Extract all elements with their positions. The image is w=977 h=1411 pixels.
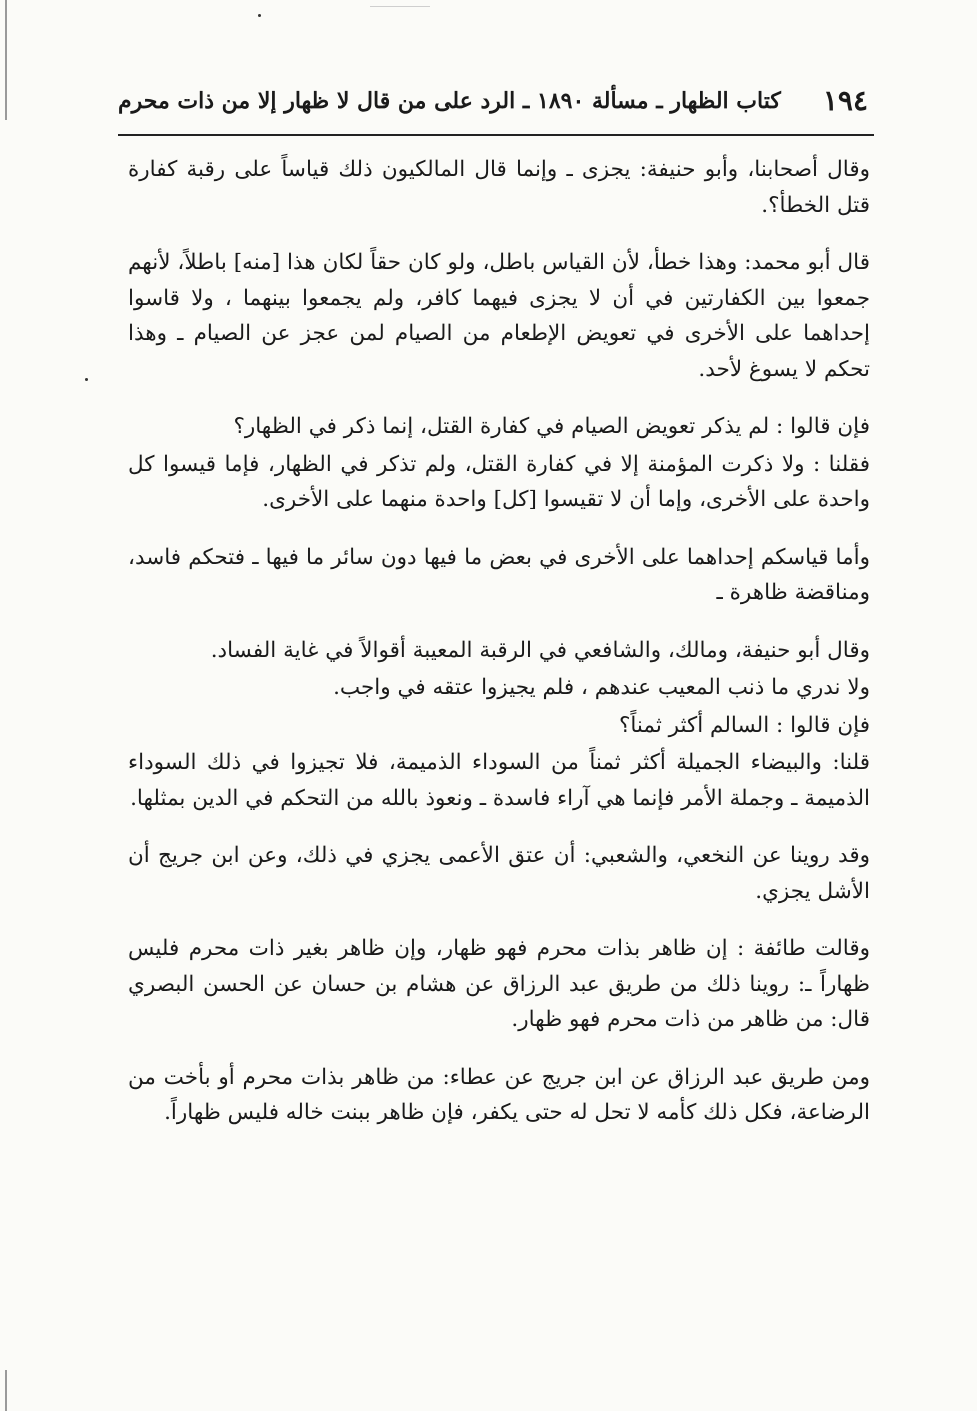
scan-edge-line <box>5 0 7 120</box>
paragraph: فقلنا : ولا ذكرت المؤمنة إلا في كفارة القتل، ولم تذكر في الظهار، فإما قيسوا كل واحدة على الأخرى، وإما أن لا تقيسوا [كل] واحدة منهما على الأخرى. <box>128 451 870 512</box>
paragraph: وقالت طائفة : إن ظاهر بذات محرم فهو ظهار، وإن ظاهر بغير ذات محرم فليس ظهاراً ـ: روينا ذلك من طريق عبد الرزاق عن هشام بن حسان عن الحسن البصري قال: من ظاهر من ذات محرم فهو ظهار. <box>128 936 870 1032</box>
scan-edge-line <box>5 1370 7 1411</box>
paragraph: قلنا: والبيضاء الجميلة أكثر ثمناً من السوداء الذميمة، فلا تجيزوا في ذلك السوداء الذميمة ـ وجملة الأمر فإنما هي آراء فاسدة ـ ونعوذ بالله من التحكم في الدين بمثلها. <box>128 750 870 811</box>
scan-speck <box>258 14 261 17</box>
header-rule <box>118 134 874 136</box>
paragraph: وقال أصحابنا، وأبو حنيفة: يجزى ـ وإنما قال المالكيون ذلك قياساً على رقبة كفارة قتل الخطأ؟. <box>128 157 870 218</box>
paragraph: وقد روينا عن النخعي، والشعبي: أن عتق الأعمى يجزي في ذلك، وعن ابن جريج أن الأشل يجزي. <box>128 843 870 904</box>
page-body <box>128 152 870 1143</box>
running-title: كتاب الظهار ـ مسألة ١٨٩٠ ـ الرد على من قال لا ظهار إلا من ذات محرم <box>118 88 781 114</box>
scan-speck <box>85 378 88 381</box>
page-number: ١٩٤ <box>822 84 868 117</box>
page-header <box>118 84 868 128</box>
paragraph: ولا ندري ما ذنب المعيب عندهم ، فلم يجيزوا عتقه في واجب. <box>333 675 870 700</box>
paragraph: فإن قالوا : لم يذكر تعويض الصيام في كفارة القتل، إنما ذكر في الظهار؟ <box>233 414 870 439</box>
paragraph: ومن طريق عبد الرزاق عن ابن جريج عن عطاء: من ظاهر بذات محرم أو بأخت من الرضاعة، فكل ذلك كأمه لا تحل له حتى يكفر، فإن ظاهر ببنت خاله فليس ظهاراً. <box>128 1064 870 1125</box>
paragraph: وأما قياسكم إحداهما على الأخرى في بعض ما فيها دون سائر ما فيها ـ فتحكم فاسد، ومناقضة ظاهرة ـ <box>128 544 870 605</box>
paragraph: قال أبو محمد: وهذا خطأ، لأن القياس باطل، ولو كان حقاً لكان هذا [منه] باطلاً، لأنهم جمعوا بين الكفارتين في أن لا يجزى فيهما كافر، ولم يجمعوا بينهما ، ولا قاسوا إحداهما على الأخرى في تعويض الإطعام من الصيام لمن عجز عن الصيام ـ وهذا تحكم لا يسوغ لأحد. <box>128 250 870 382</box>
scan-top-mark <box>370 6 430 7</box>
paragraph: وقال أبو حنيفة، ومالك، والشافعي في الرقبة المعيبة أقوالاً في غاية الفساد. <box>210 637 870 663</box>
paragraph: فإن قالوا : السالم أكثر ثمناً؟ <box>618 712 870 738</box>
